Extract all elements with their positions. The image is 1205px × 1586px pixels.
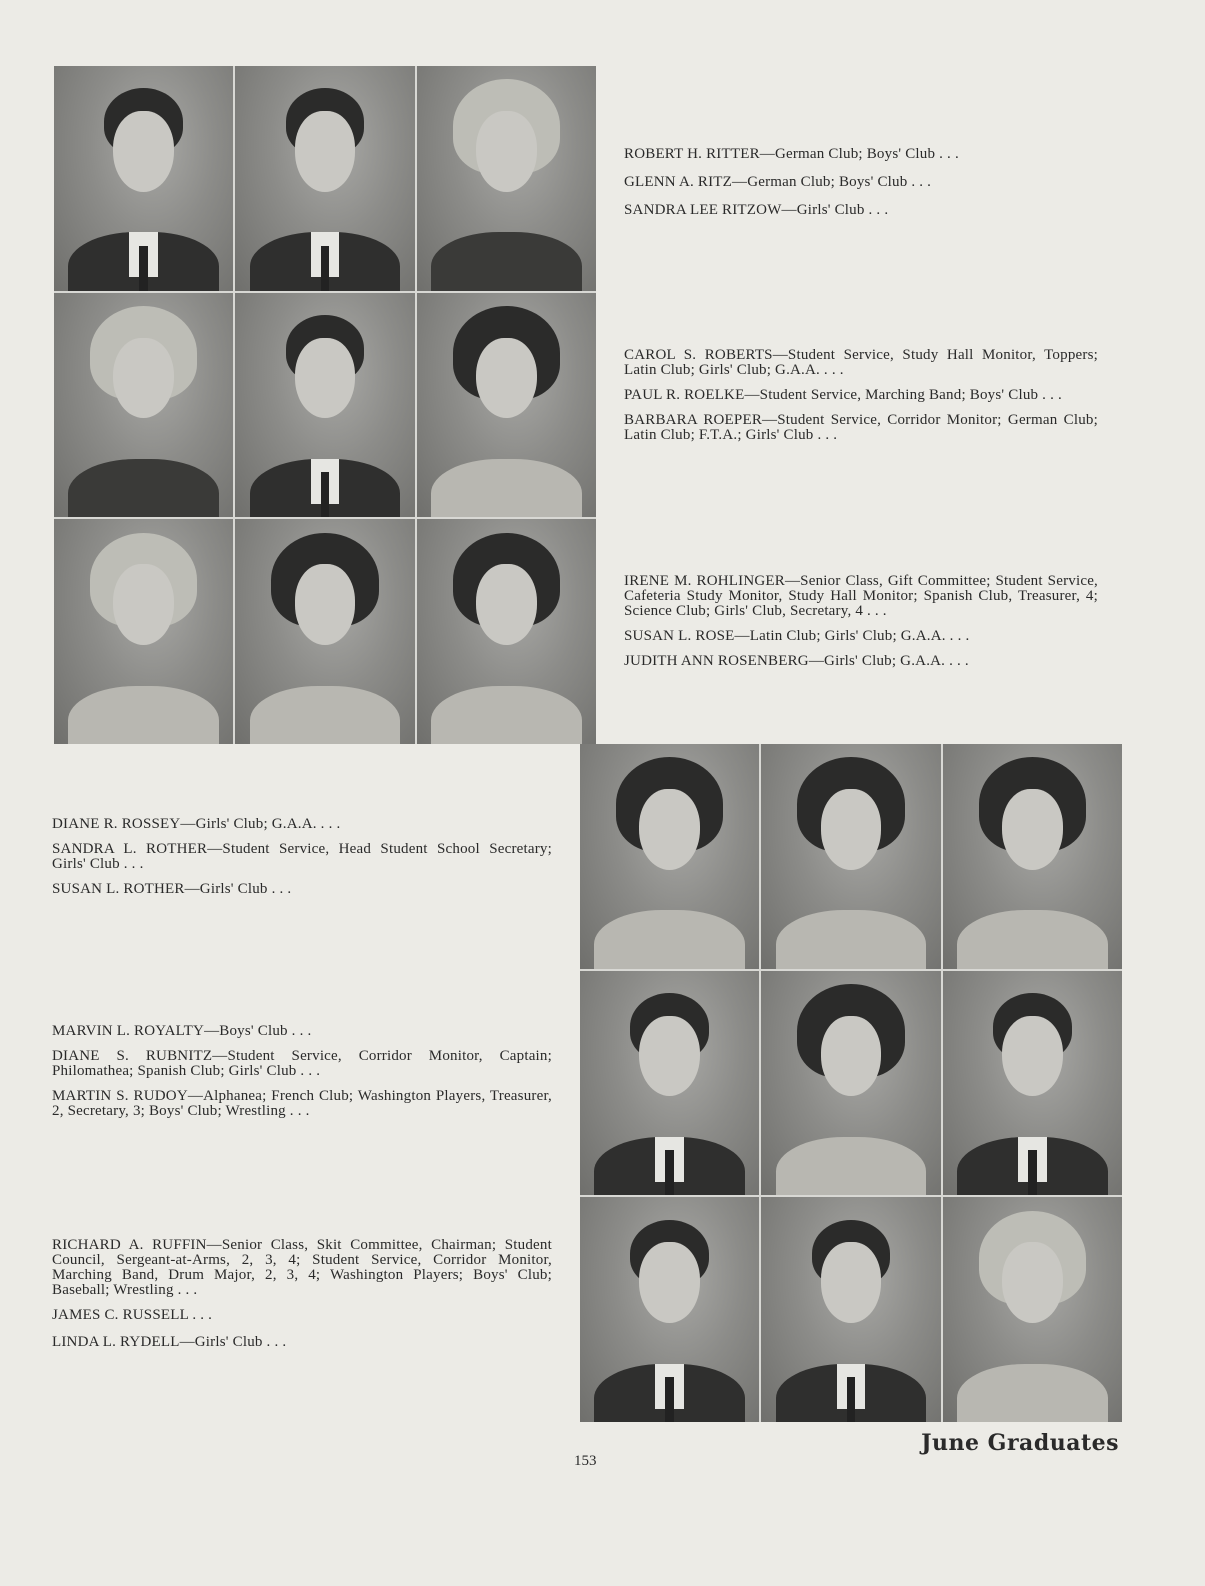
portrait-photo <box>943 744 1122 969</box>
portrait-photo <box>580 1197 759 1422</box>
portrait-photo <box>761 1197 940 1422</box>
portrait-photo <box>580 971 759 1196</box>
caption-group-1 <box>624 147 1104 228</box>
caption: MARTIN S. RUDOY—Alphanea; French Club; Washington Players, Treasurer, 2, Secretary, 3; Boys' Club; Wrestling . . . <box>52 1088 552 1119</box>
portrait-photo <box>580 744 759 969</box>
portrait-photo <box>235 66 414 291</box>
portrait-photo <box>235 293 414 518</box>
portrait-photo <box>761 744 940 969</box>
caption-group-5 <box>52 1024 552 1129</box>
portrait-photo <box>943 971 1122 1196</box>
caption: JAMES C. RUSSELL . . . <box>52 1307 213 1323</box>
portrait-photo <box>417 293 596 518</box>
caption: SANDRA LEE RITZOW—Girls' Club . . . <box>624 202 889 218</box>
caption: PAUL R. ROELKE—Student Service, Marching Band; Boys' Club . . . <box>624 387 1062 403</box>
caption-group-2 <box>624 348 1098 453</box>
caption: ROBERT H. RITTER—German Club; Boys' Club . . . <box>624 146 959 162</box>
photo-grid-bottom <box>580 744 1122 1422</box>
portrait-photo <box>417 66 596 291</box>
page-number: 153 <box>574 1453 597 1469</box>
portrait-photo <box>54 66 233 291</box>
caption: SANDRA L. ROTHER—Student Service, Head Student School Secretary; Girls' Club . . . <box>52 841 552 872</box>
caption: GLENN A. RITZ—German Club; Boys' Club . . . <box>624 174 932 190</box>
caption-group-4 <box>52 817 552 907</box>
caption: JUDITH ANN ROSENBERG—Girls' Club; G.A.A. . . . <box>624 653 969 669</box>
caption-group-3 <box>624 574 1098 679</box>
photo-grid-top <box>54 66 596 744</box>
caption: CAROL S. ROBERTS—Student Service, Study Hall Monitor, Toppers; Latin Club; Girls' Club; G.A.A. . . . <box>624 347 1098 378</box>
caption: DIANE R. ROSSEY—Girls' Club; G.A.A. . . . <box>52 816 341 832</box>
portrait-photo <box>54 519 233 744</box>
portrait-photo <box>417 519 596 744</box>
portrait-photo <box>943 1197 1122 1422</box>
caption: BARBARA ROEPER—Student Service, Corridor Monitor; German Club; Latin Club; F.T.A.; Girls' Club . . . <box>624 412 1098 443</box>
caption: DIANE S. RUBNITZ—Student Service, Corridor Monitor, Captain; Philomathea; Spanish Club; Girls' Club . . . <box>52 1048 552 1079</box>
section-title: June Graduates <box>921 1430 1119 1456</box>
caption-group-6 <box>52 1238 552 1360</box>
portrait-photo <box>761 971 940 1196</box>
caption: MARVIN L. ROYALTY—Boys' Club . . . <box>52 1023 312 1039</box>
caption: IRENE M. ROHLINGER—Senior Class, Gift Committee; Student Service, Cafeteria Study Monitor, Study Hall Monitor; Spanish Club, Treasurer, 4; Science Club; Girls' Club, Secretary, 4 . . . <box>624 573 1098 619</box>
caption: SUSAN L. ROSE—Latin Club; Girls' Club; G.A.A. . . . <box>624 628 970 644</box>
portrait-photo <box>54 293 233 518</box>
caption: SUSAN L. ROTHER—Girls' Club . . . <box>52 881 292 897</box>
portrait-photo <box>235 519 414 744</box>
caption: RICHARD A. RUFFIN—Senior Class, Skit Committee, Chairman; Student Council, Sergeant-at-Arms, 2, 3, 4; Student Service, Corridor Monitor, Marching Band, Drum Major, 2, 3, 4; Washington Players; Boys' Club; Baseball; Wrestling . . . <box>52 1237 552 1298</box>
caption: LINDA L. RYDELL—Girls' Club . . . <box>52 1334 287 1350</box>
